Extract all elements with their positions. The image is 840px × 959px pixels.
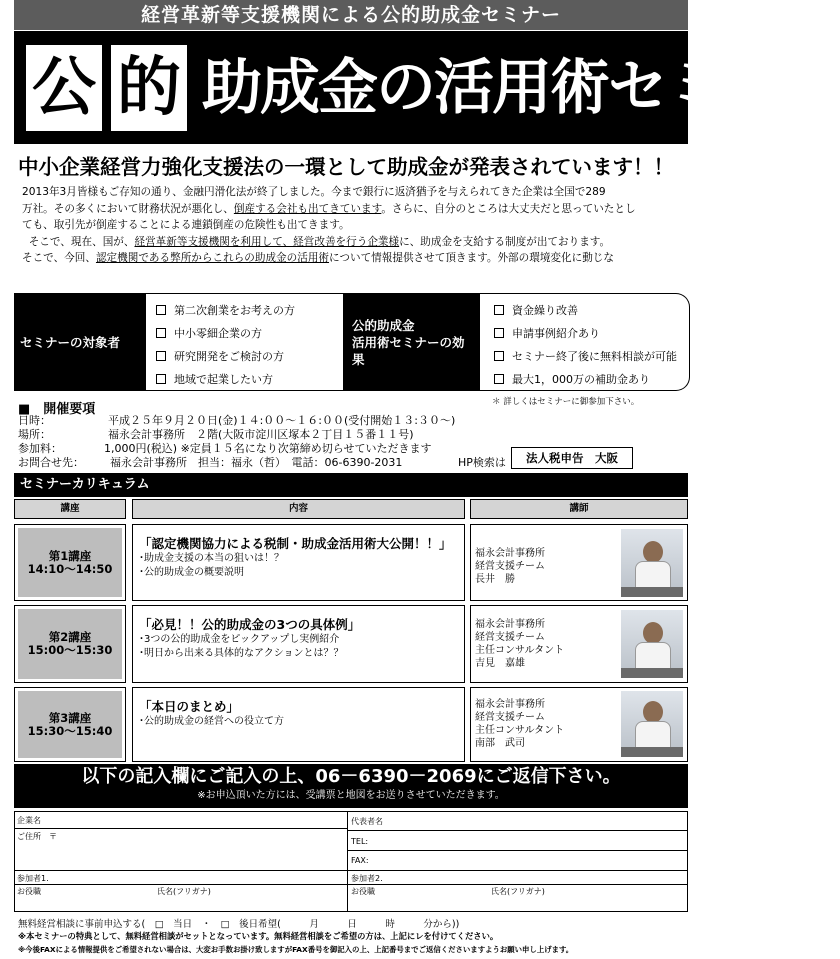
rep-field[interactable]: 代表者名 [351,817,383,826]
hp-label: HP検索は [458,456,506,469]
intro-line-1: 2013年3月皆様もご存知の通り、金融円滑化法が終了しました。今まで銀行に返済猶予を与えられてきた企業は全国で289 [22,186,606,198]
intro-line-4: そこで、現在、国が、経営革新等支援機関を利用して、経営改善を行う企業様に、助成金を支給する制度が出ております。 [28,235,611,248]
lecture-3: 第3講座 15:30～15:40 [14,687,126,762]
name-field-1[interactable]: 氏名(フリガナ) [157,887,211,896]
content-3: 「本日のまとめ」 ･公的助成金の経営への役立て方 [132,687,465,762]
col-speaker-header: 講師 [470,499,688,519]
consult-note: ※本セミナーの特典として、無料経営相談がセットとなっています。無料経営相談をご希望の方は、上記にレを付けてください。 [18,931,499,941]
date-label: 日時： [18,414,51,427]
fax-field[interactable]: FAX: [351,856,369,865]
checkbox-icon [156,374,166,384]
effect-item: 申請事例紹介あり [494,325,600,341]
subtitle: 中小企業経営力強化支援法の一環として助成金が発表されています！！ [18,155,674,179]
place-label: 場所： [18,428,51,441]
application-form [14,811,688,912]
fee-value: 1,000円(税込) ※定員１５名になり次第締め切らせていただきます [104,442,432,455]
reply-banner [14,764,688,808]
target-label: セミナーの対象者 [14,293,146,391]
col-content-header: 内容 [132,499,465,519]
contact-label: お問合せ先： [18,456,84,469]
intro-line-2: 万社。その多くにおいて財務状況が悪化し、倒産する会社も出てきています。さらに、自分のところは大丈夫だと思っていたとし [22,202,636,215]
lecture-1: 第1講座 14:10～14:50 [14,524,126,601]
fax-note: ※今後FAXによる情報提供をご希望されない場合は、大変お手数お掛け致しますがFAX番号を御記入の上、上記番号までご返信くださいますようお願い申し上げます。 [18,945,574,954]
col-lecture-header: 講座 [14,499,126,519]
intro-line-5: そこで、今回、認定機関である弊所からこれらの助成金の活用術について情報提供させて頂きます。外部の環境変化に動じな [22,252,614,265]
effects-note: ＊ 詳しくはセミナーに御参加下さい。 [492,397,640,407]
date-value: 平成２５年９月２０日(金)１４:００～１６:００(受付開始１３:３０～) [108,414,456,427]
title-bar [14,31,840,144]
top-banner: 経営革新等支援機関による公的助成金セミナー [14,0,688,30]
checkbox-icon [156,351,166,361]
consult-request-line[interactable]: 無料経営相談に事前申込する( □ 当日 ・ □ 後日希望( 月 日 時 分から)) [18,919,460,930]
intro-text [22,184,688,267]
target-item: 研究開発をご検討の方 [156,348,284,364]
hp-search-box: 法人税申告 大阪 [511,447,633,469]
reply-main: 以下の記入欄にご記入の上、06－6390－2069にご返信下さい。 [81,766,621,787]
speaker-photo [621,610,683,678]
target-item: 地域で起業したい方 [156,371,273,387]
title-box-1: 公 [26,45,102,131]
participant-1-field[interactable]: 参加者1. [17,874,49,883]
target-item: 中小零細企業の方 [156,325,262,341]
checkbox-icon [494,328,504,338]
role-field-2[interactable]: お役職 [351,887,375,896]
place-value: 福永会計事務所 ２階(大阪市淀川区塚本２丁目１５番１１号) [108,428,414,441]
speaker-2: 福永会計事務所 経営支援チーム 主任コンサルタント 吉見 嘉雄 [470,605,688,683]
checkbox-icon [156,328,166,338]
contact-value: 福永会計事務所 担当：福永（哲） 電話：06-6390-2031 [110,456,403,469]
effect-label: 公的助成金 活用術セミナーの効 果 [344,293,480,391]
effect-item: 資金繰り改善 [494,302,578,318]
lecture-2: 第2講座 15:00～15:30 [14,605,126,683]
company-field[interactable]: 企業名 [17,816,41,825]
checkbox-icon [494,305,504,315]
speaker-photo [621,691,683,757]
content-1: 「認定機関協力による税制・助成金活用術大公開！！」 ･助成金支援の本当の狙いは！？ ･公的助成金の概要説明 [132,524,465,601]
intro-line-3: ても、取引先が倒産することによる連鎖倒産の危険性も出てきます。 [22,219,350,232]
checkbox-icon [156,305,166,315]
content-2: 「必見！！公的助成金の3つの具体例」 ･3つの公的助成金をピックアップし実例紹介 ･明日から出来る具体的なアクションとは？？ [132,605,465,683]
address-field[interactable]: ご住所 〒 [17,832,57,841]
title-box-2: 的 [111,45,187,131]
name-field-2[interactable]: 氏名(フリガナ) [491,887,545,896]
reply-sub: ※お申込頂いた方には、受講票と地図をお送りさせていただきます。 [197,790,505,801]
target-list [146,293,344,391]
page-title: 助成金の活用術セミナー [202,53,840,123]
target-item: 第二次創業をお考えの方 [156,302,295,318]
speaker-photo [621,529,683,597]
fee-label: 参加料： [18,442,62,455]
effect-item: 最大1，000万の補助金あり [494,371,650,387]
tel-field[interactable]: TEL: [351,837,369,846]
schedule-heading: ■ 開催要項 [18,402,96,417]
effect-item: セミナー終了後に無料相談が可能 [494,348,677,364]
participant-2-field[interactable]: 参加者2. [351,874,383,883]
speaker-3: 福永会計事務所 経営支援チーム 主任コンサルタント 南部 武司 [470,687,688,762]
role-field-1[interactable]: お役職 [17,887,41,896]
checkbox-icon [494,351,504,361]
speaker-1: 福永会計事務所 経営支援チーム 長井 勝 [470,524,688,601]
curriculum-heading: セミナーカリキュラム [14,473,688,497]
effect-list [480,293,690,391]
checkbox-icon [494,374,504,384]
